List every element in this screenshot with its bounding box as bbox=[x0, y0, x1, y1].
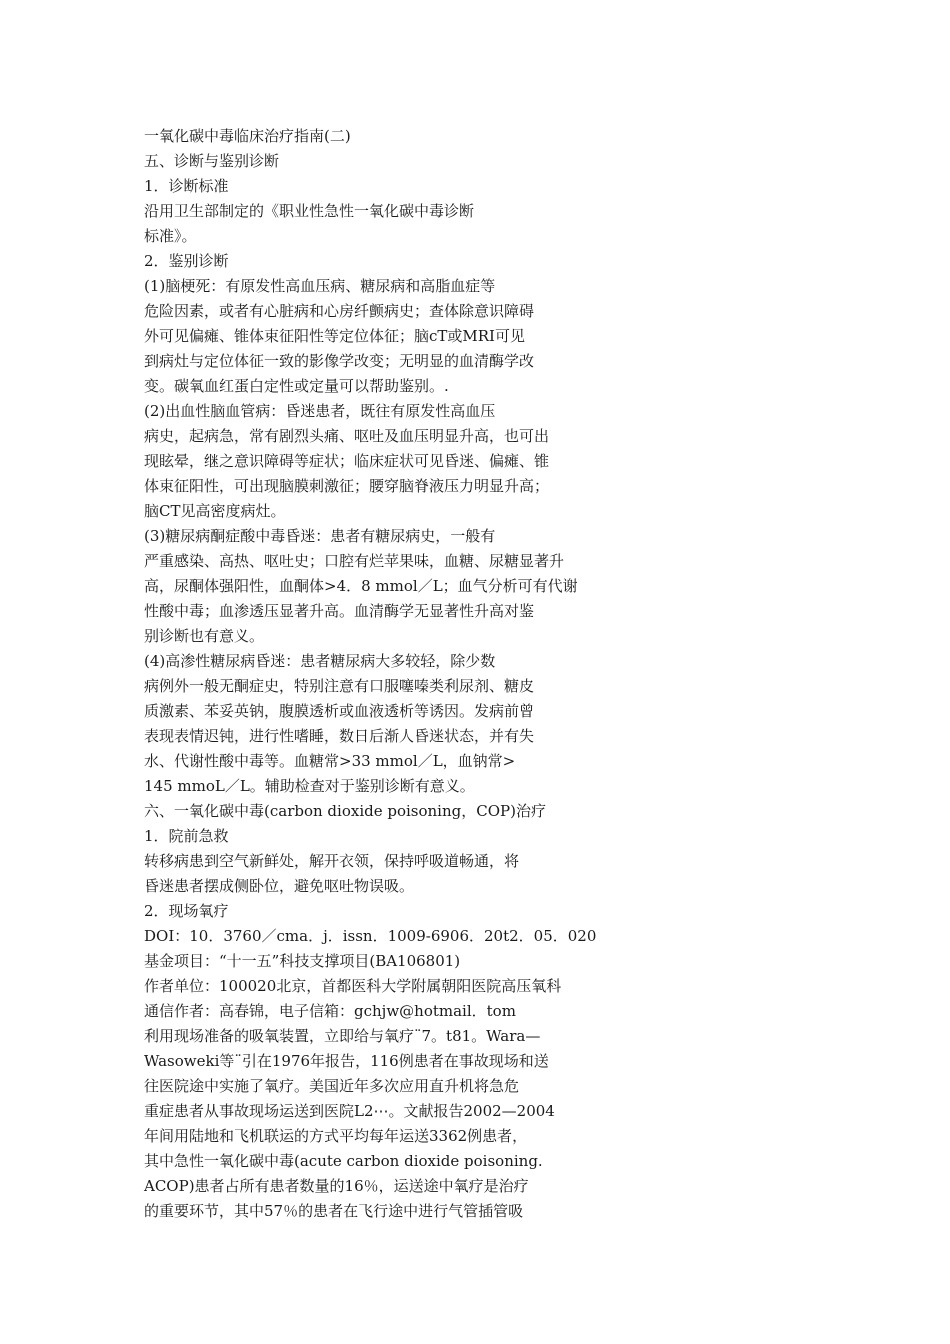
text-line: 其中急性一氧化碳中毒(acute carbon dioxide poisoning. bbox=[144, 1152, 543, 1170]
text-line: ACOP)患者占所有患者数量的16％，运送途中氧疗是治疗 bbox=[144, 1177, 529, 1195]
text-line: 别诊断也有意义。 bbox=[144, 627, 265, 645]
text-line: 脑CT见高密度病灶。 bbox=[144, 502, 286, 520]
text-line: 体束征阳性，可出现脑膜刺激征；腰穿脑脊液压力明显升高； bbox=[144, 477, 550, 495]
text-line: 现眩晕，继之意识障碍等症状；临床症状可见昏迷、偏瘫、锥 bbox=[144, 452, 550, 470]
text-line: 质激素、苯妥英钠，腹膜透析或血液透析等诱因。发病前曾 bbox=[144, 702, 535, 720]
section-heading: 六、一氧化碳中毒(carbon dioxide poisoning，COP)治疗 bbox=[144, 802, 546, 820]
text-line: Wasoweki等¨引在1976年报告，116例患者在事故现场和送 bbox=[144, 1052, 549, 1070]
text-line: 年间用陆地和飞机联运的方式平均每年运送3362例患者， bbox=[144, 1127, 528, 1145]
text-line: (3)糖尿病酮症酸中毒昏迷：患者有糖尿病史，一般有 bbox=[144, 527, 496, 545]
document-body bbox=[144, 124, 624, 1224]
text-line: 转移病患到空气新鲜处，解开衣领，保持呼吸道畅通，将 bbox=[144, 852, 520, 870]
correspondence-line: 通信作者：高春锦，电子信箱：gchjw@hotmail．tom bbox=[144, 1002, 516, 1020]
section-heading: 五、诊断与鉴别诊断 bbox=[144, 152, 280, 170]
text-line: 变。碳氧血红蛋白定性或定量可以帮助鉴别。. bbox=[144, 377, 449, 395]
funding-line: 基金项目：“十一五”科技支撑项目(BA106801) bbox=[144, 952, 461, 970]
text-line: 利用现场准备的吸氧装置，立即给与氧疗¨7。t81。Wara— bbox=[144, 1027, 541, 1045]
document-title: 一氧化碳中毒临床治疗指南(二) bbox=[144, 127, 351, 145]
text-line: (2)出血性脑血管病：昏迷患者，既往有原发性高血压 bbox=[144, 402, 496, 420]
text-line: 的重要环节，其中57％的患者在飞行途中进行气管插管吸 bbox=[144, 1202, 524, 1220]
text-line: 145 mmoL／L。辅助检查对于鉴别诊断有意义。 bbox=[144, 777, 475, 795]
subsection-heading: 1．诊断标准 bbox=[144, 177, 229, 195]
text-line: 重症患者从事故现场运送到医院L2⋯。文献报告2002—2004 bbox=[144, 1102, 555, 1120]
text-line: 病史，起病急，常有剧烈头痛、呕吐及血压明显升高，也可出 bbox=[144, 427, 550, 445]
text-line: 沿用卫生部制定的《职业性急性一氧化碳中毒诊断 bbox=[144, 202, 475, 220]
text-line: 标准》。 bbox=[144, 227, 197, 245]
text-line: 性酸中毒；血渗透压显著升高。血清酶学无显著性升高对鉴 bbox=[144, 602, 535, 620]
text-line: 病例外一般无酮症史，特别注意有口服噻嗪类利尿剂、糖皮 bbox=[144, 677, 535, 695]
text-line: 往医院途中实施了氧疗。美国近年多次应用直升机将急危 bbox=[144, 1077, 520, 1095]
text-line: (1)脑梗死：有原发性高血压病、糖尿病和高脂血症等 bbox=[144, 277, 496, 295]
text-line: 到病灶与定位体征一致的影像学改变；无明显的血清酶学改 bbox=[144, 352, 535, 370]
text-line: 水、代谢性酸中毒等。血糖常>33 mmol／L，血钠常> bbox=[144, 752, 516, 770]
text-line: (4)高渗性糖尿病昏迷：患者糖尿病大多较轻，除少数 bbox=[144, 652, 496, 670]
subsection-heading: 2．鉴别诊断 bbox=[144, 252, 229, 270]
text-line: 严重感染、高热、呕吐史；口腔有烂苹果味，血糖、尿糖显著升 bbox=[144, 552, 565, 570]
subsection-heading: 1．院前急救 bbox=[144, 827, 229, 845]
text-line: 危险因素，或者有心脏病和心房纤颤病史；查体除意识障碍 bbox=[144, 302, 535, 320]
subsection-heading: 2．现场氧疗 bbox=[144, 902, 229, 920]
text-line: 高，尿酮体强阳性，血酮体>4．8 mmol／L；血气分析可有代谢 bbox=[144, 577, 578, 595]
doi-line: DOI：10．3760／cma．j．issn．1009-6906．20t2．05．020 bbox=[144, 927, 597, 945]
text-line: 外可见偏瘫、锥体束征阳性等定位体征；脑cT或MRI可见 bbox=[144, 327, 525, 345]
text-line: 昏迷患者摆成侧卧位，避免呕吐物误吸。 bbox=[144, 877, 415, 895]
text-line: 表现表情迟钝，进行性嗜睡，数日后渐人昏迷状态，并有失 bbox=[144, 727, 535, 745]
affiliation-line: 作者单位：100020北京，首都医科大学附属朝阳医院高压氧科 bbox=[144, 977, 562, 995]
